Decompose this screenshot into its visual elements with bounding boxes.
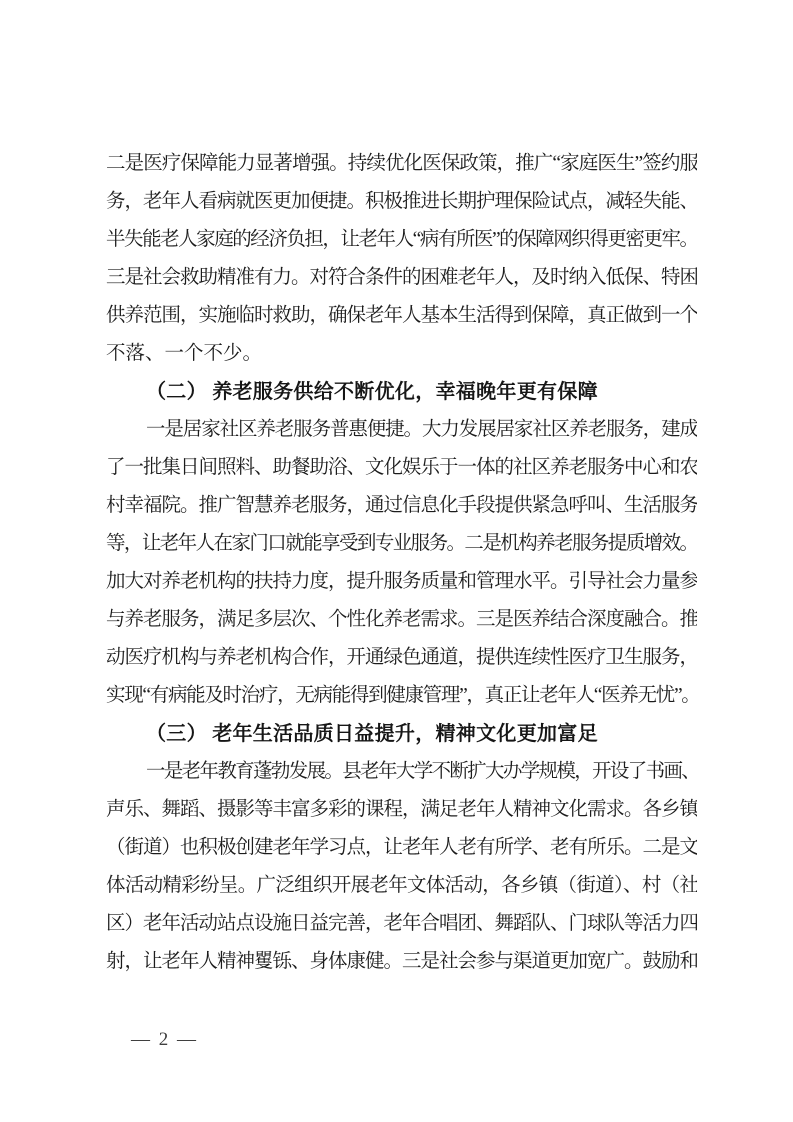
text-line: 供养范围，实施临时救助，确保老年人基本生活得到保障，真正做到一个 bbox=[106, 305, 697, 326]
text-line: 等，让老年人在家门口就能享受到专业服务。二是机构养老服务提质增效。 bbox=[106, 533, 697, 554]
text-line: 射，让老年人精神矍铄、身体康健。三是社会参与渠道更加宽广。鼓励和 bbox=[106, 951, 697, 972]
section-heading: （二） 养老服务供给不断优化，幸福晚年更有保障 bbox=[146, 381, 598, 403]
text-line: 体活动精彩纷呈。广泛组织开展老年文体活动，各乡镇（街道）、村（社 bbox=[106, 875, 697, 896]
text-line: 了一批集日间照料、助餐助浴、文化娱乐于一体的社区养老服务中心和农 bbox=[106, 457, 697, 478]
text-line: 一是老年教育蓬勃发展。县老年大学不断扩大办学规模，开设了书画、 bbox=[146, 761, 697, 782]
text-line: 区）老年活动站点设施日益完善，老年合唱团、舞蹈队、门球队等活力四 bbox=[106, 913, 697, 934]
text-line: 务，老年人看病就医更加便捷。积极推进长期护理保险试点，减轻失能、 bbox=[106, 191, 697, 212]
text-line: 二是医疗保障能力显著增强。持续优化医保政策，推广“家庭医生”签约服 bbox=[106, 153, 697, 174]
section-heading: （三） 老年生活品质日益提升，精神文化更加富足 bbox=[146, 723, 598, 745]
text-line: 一是居家社区养老服务普惠便捷。大力发展居家社区养老服务，建成 bbox=[146, 419, 697, 440]
text-line: 动医疗机构与养老机构合作，开通绿色通道，提供连续性医疗卫生服务， bbox=[106, 647, 697, 668]
text-line: （街道）也积极创建老年学习点，让老年人老有所学、老有所乐。二是文 bbox=[106, 837, 697, 858]
text-line: 村幸福院。推广智慧养老服务，通过信息化手段提供紧急呼叫、生活服务 bbox=[106, 495, 697, 516]
text-line: 半失能老人家庭的经济负担，让老年人“病有所医”的保障网织得更密更牢。 bbox=[106, 229, 697, 250]
page-footer: — 2 — bbox=[131, 1029, 198, 1050]
text-line: 与养老服务，满足多层次、个性化养老需求。三是医养结合深度融合。推 bbox=[106, 609, 697, 630]
text-line: 加大对养老机构的扶持力度，提升服务质量和管理水平。引导社会力量参 bbox=[106, 571, 697, 592]
document-text bbox=[106, 145, 697, 981]
text-line: 不落、一个不少。 bbox=[106, 343, 263, 364]
text-line: 实现“有病能及时治疗，无病能得到健康管理”，真正让老年人“医养无忧”。 bbox=[106, 685, 697, 706]
text-line: 三是社会救助精准有力。对符合条件的困难老年人，及时纳入低保、特困 bbox=[106, 267, 697, 288]
text-line: 声乐、舞蹈、摄影等丰富多彩的课程，满足老年人精神文化需求。各乡镇 bbox=[106, 799, 697, 820]
